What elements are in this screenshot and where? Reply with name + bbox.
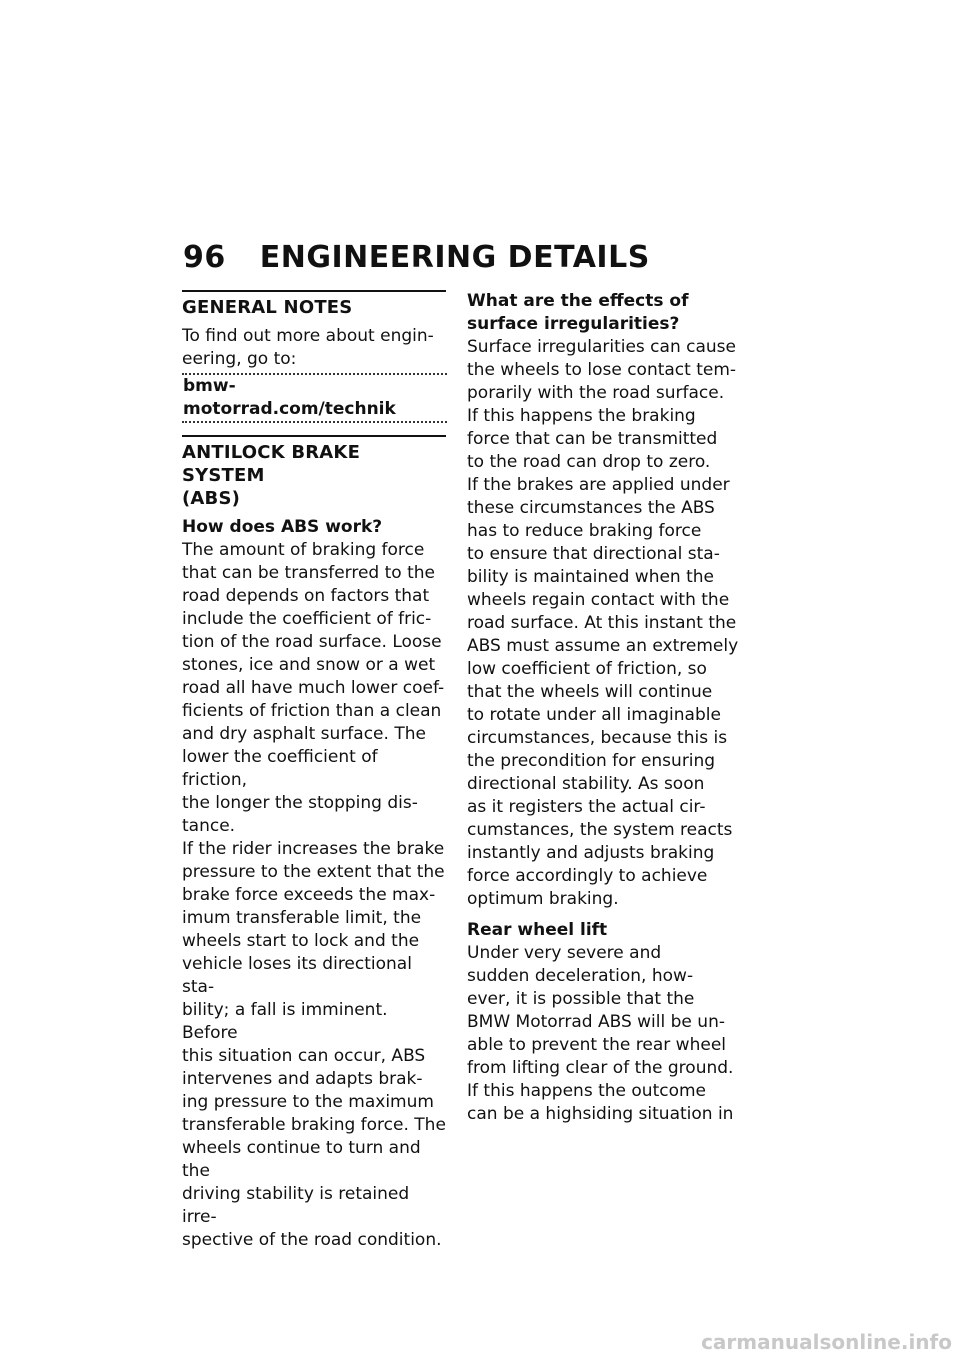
right-column [467,290,739,1126]
technik-link[interactable]: bmw-motorrad.com/technik [182,373,447,423]
left-column [182,290,447,1252]
page-number: 96 [183,240,226,275]
chapter-title: ENGINEERING DETAILS [259,240,650,275]
surface-paragraph: Surface irregularities can cause the wheels to lose contact tem- porarily with the road surface. If this happens the braking force that can be transmitted to the road can drop to zero. If the brakes are applied under these circumstances the ABS has to reduce braking force to ensure that directional sta- bility is maintained when the wheels regain contact with the road surface. At this instant the ABS must assume an extremely low coefficient of friction, so that the wheels will continue to rotate under all imaginable circumstances, because this is the precondition for ensuring directional stability. As soon as it registers the actual cir- cumstances, the system reacts instantly and adjusts braking force accordingly to achieve optimum braking. [467,337,739,909]
general-notes-text: To find out more about engin- eering, go to: [182,326,434,369]
general-notes-title: GENERAL NOTES [182,297,353,318]
abs-subhead: How does ABS work? [182,517,383,537]
abs-paragraph-2: If the rider increases the brake pressure to the extent that the brake force exceeds the max- imum transferable limit, the wheels start to lock and the vehicle loses its directional sta- bility; a fall is imminent. Before this situation can occur, ABS intervenes and adapts brak- ing pressure to the maximum transferable braking force. The wheels continue to turn and the driving stability is retained irre- spective of the road condition. [182,839,446,1250]
page-header [183,240,650,275]
watermark: carmanualsonline.info [701,1330,952,1354]
rear-lift-subhead: Rear wheel lift [467,920,608,940]
rear-lift-paragraph: Under very severe and sudden deceleration, how- ever, it is possible that the BMW Motorrad ABS will be un- able to prevent the rear wheel from lifting clear of the ground. If this happens the outcome can be a highsiding situation in [467,943,734,1124]
abs-section-title: ANTILOCK BRAKE SYSTEM (ABS) [182,442,361,509]
section-divider [182,290,446,292]
surface-subhead: What are the effects of surface irregularities? [467,291,689,334]
section-divider [182,435,446,437]
abs-paragraph-1: The amount of braking force that can be transferred to the road depends on factors that include the coefficient of fric- tion of the road surface. Loose stones, ice and snow or a wet road all have much lower coef- ficients of friction than a clean and dry asphalt surface. The lower the coefficient of friction, the longer the stopping dis- tance. [182,540,445,836]
